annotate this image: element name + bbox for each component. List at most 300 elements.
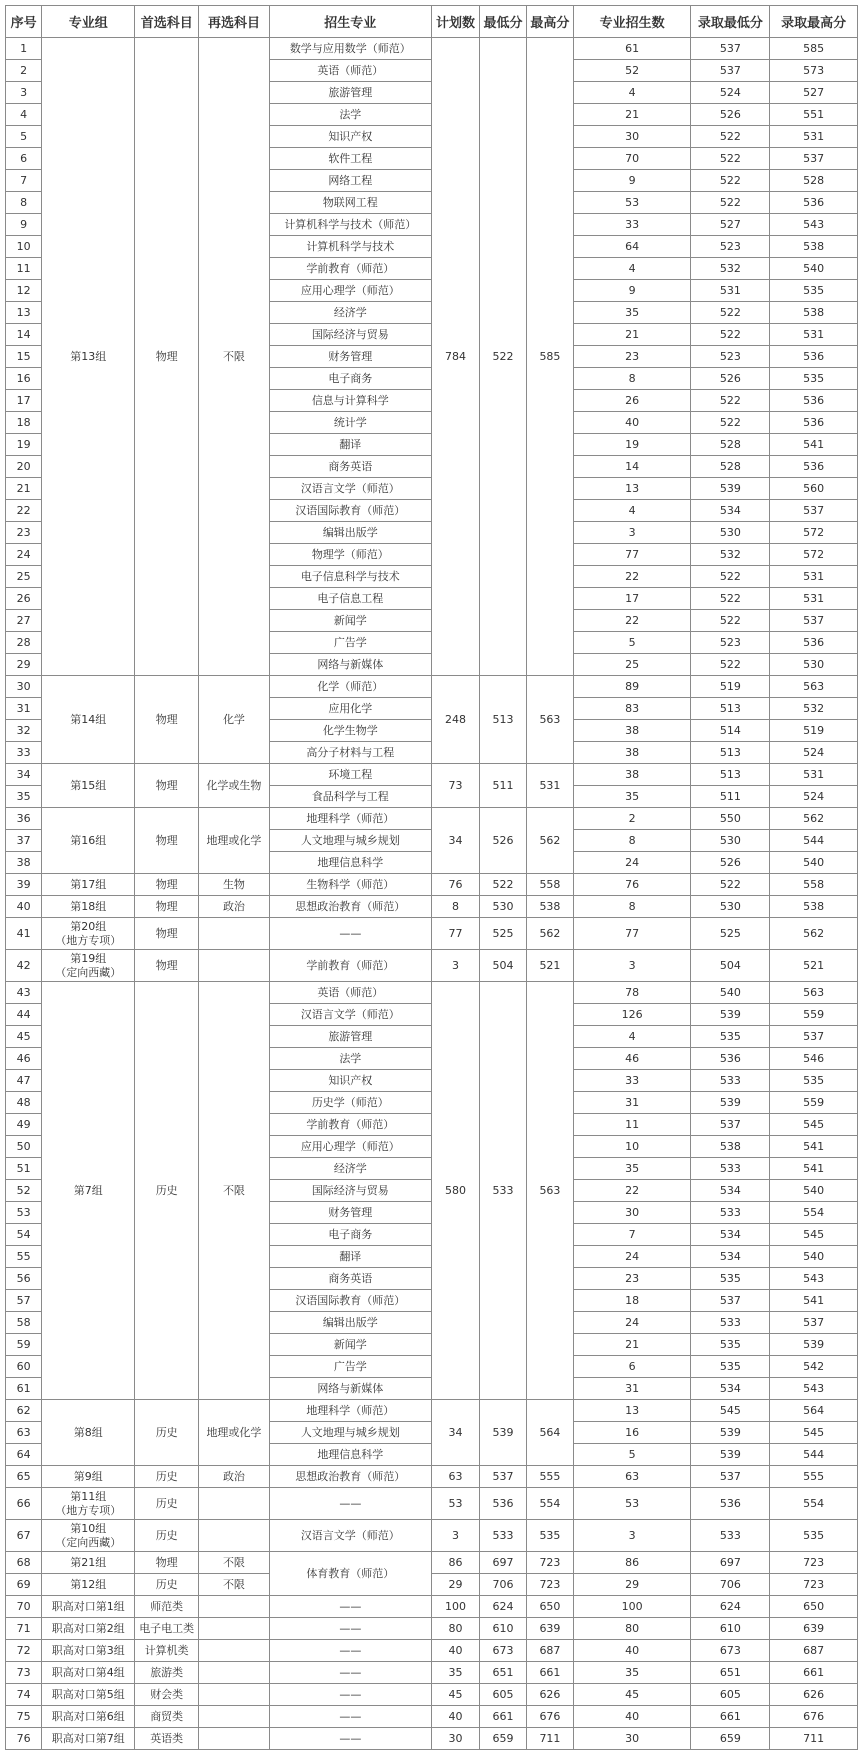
- admit-min-score: 522: [691, 566, 770, 588]
- major-name: ——: [269, 1488, 431, 1520]
- row-index: 14: [6, 324, 42, 346]
- major-quota: 4: [573, 500, 690, 522]
- row-index: 16: [6, 368, 42, 390]
- first-subject: 历史: [135, 1574, 199, 1596]
- row-index: 65: [6, 1466, 42, 1488]
- admit-max-score: 527: [770, 82, 858, 104]
- group-max-score: 563: [526, 676, 573, 764]
- admit-min-score: 533: [691, 1158, 770, 1180]
- admit-max-score: 532: [770, 698, 858, 720]
- row-index: 26: [6, 588, 42, 610]
- major-name: 数学与应用数学（师范）: [269, 38, 431, 60]
- admit-max-score: 530: [770, 654, 858, 676]
- row-index: 33: [6, 742, 42, 764]
- admit-min-score: 533: [691, 1520, 770, 1552]
- major-name: 翻译: [269, 434, 431, 456]
- group-note: （地方专项）: [55, 1503, 122, 1517]
- major-name: 地理科学（师范）: [269, 1400, 431, 1422]
- first-subject: 历史: [135, 1488, 199, 1520]
- group-plan: 29: [431, 1574, 479, 1596]
- admit-min-score: 525: [691, 918, 770, 950]
- group-name-cell: [42, 1618, 135, 1640]
- admit-max-score: 524: [770, 786, 858, 808]
- admit-min-score: 624: [691, 1596, 770, 1618]
- admit-max-score: 626: [770, 1684, 858, 1706]
- first-subject: 历史: [135, 1466, 199, 1488]
- major-quota: 89: [573, 676, 690, 698]
- major-quota: 64: [573, 236, 690, 258]
- major-name: 旅游管理: [269, 82, 431, 104]
- major-quota: 52: [573, 60, 690, 82]
- major-name: 物联网工程: [269, 192, 431, 214]
- admit-min-score: 539: [691, 478, 770, 500]
- header-group: 专业组: [42, 6, 135, 38]
- first-subject: 物理: [135, 874, 199, 896]
- admit-min-score: 537: [691, 1290, 770, 1312]
- admit-max-score: 531: [770, 324, 858, 346]
- major-name: 化学生物学: [269, 720, 431, 742]
- major-quota: 24: [573, 1246, 690, 1268]
- group-min-score: 522: [479, 38, 526, 676]
- major-quota: 83: [573, 698, 690, 720]
- admit-max-score: 536: [770, 456, 858, 478]
- group-name-cell: [42, 1552, 135, 1574]
- group-max-score: 563: [526, 982, 573, 1400]
- group-name: 第14组: [70, 712, 107, 726]
- major-quota: 13: [573, 478, 690, 500]
- admit-min-score: 706: [691, 1574, 770, 1596]
- major-name: 汉语言文学（师范）: [269, 1520, 431, 1552]
- major-quota: 61: [573, 38, 690, 60]
- major-quota: 8: [573, 830, 690, 852]
- major-name: 食品科学与工程: [269, 786, 431, 808]
- admit-max-score: 562: [770, 918, 858, 950]
- row-index: 45: [6, 1026, 42, 1048]
- row-index: 32: [6, 720, 42, 742]
- row-index: 56: [6, 1268, 42, 1290]
- table-row: [6, 676, 858, 698]
- major-quota: 21: [573, 104, 690, 126]
- group-plan: 580: [431, 982, 479, 1400]
- row-index: 54: [6, 1224, 42, 1246]
- major-name: 汉语国际教育（师范）: [269, 500, 431, 522]
- admit-min-score: 528: [691, 434, 770, 456]
- admit-max-score: 541: [770, 1136, 858, 1158]
- admit-max-score: 560: [770, 478, 858, 500]
- group-name: 职高对口第1组: [51, 1599, 125, 1613]
- row-index: 27: [6, 610, 42, 632]
- group-max-score: 723: [526, 1552, 573, 1574]
- row-index: 60: [6, 1356, 42, 1378]
- admit-max-score: 711: [770, 1728, 858, 1750]
- admit-min-score: 535: [691, 1334, 770, 1356]
- group-note: （定向西藏）: [55, 1535, 122, 1549]
- first-subject: 师范类: [135, 1596, 199, 1618]
- admit-min-score: 524: [691, 82, 770, 104]
- row-index: 64: [6, 1444, 42, 1466]
- row-index: 61: [6, 1378, 42, 1400]
- admit-min-score: 536: [691, 1048, 770, 1070]
- major-quota: 38: [573, 764, 690, 786]
- group-name-cell: [42, 896, 135, 918]
- group-plan: 45: [431, 1684, 479, 1706]
- admit-min-score: 532: [691, 258, 770, 280]
- admit-min-score: 697: [691, 1552, 770, 1574]
- major-name: 汉语言文学（师范）: [269, 478, 431, 500]
- second-subject: [199, 1728, 269, 1750]
- admit-max-score: 543: [770, 214, 858, 236]
- row-index: 19: [6, 434, 42, 456]
- major-quota: 5: [573, 1444, 690, 1466]
- group-plan: 34: [431, 1400, 479, 1466]
- row-index: 35: [6, 786, 42, 808]
- table-body: [6, 38, 858, 1750]
- major-name: 思想政治教育（师范）: [269, 896, 431, 918]
- major-quota: 78: [573, 982, 690, 1004]
- table-row: [6, 1640, 858, 1662]
- major-name: 环境工程: [269, 764, 431, 786]
- row-index: 71: [6, 1618, 42, 1640]
- group-max-score: 538: [526, 896, 573, 918]
- first-subject: 财会类: [135, 1684, 199, 1706]
- group-name: 第11组: [70, 1489, 107, 1503]
- second-subject: 生物: [199, 874, 269, 896]
- major-quota: 13: [573, 1400, 690, 1422]
- major-quota: 30: [573, 1728, 690, 1750]
- admit-min-score: 535: [691, 1026, 770, 1048]
- major-name: 广告学: [269, 632, 431, 654]
- major-quota: 86: [573, 1552, 690, 1574]
- group-name-cell: [42, 38, 135, 676]
- group-min-score: 530: [479, 896, 526, 918]
- group-name: 职高对口第5组: [51, 1687, 125, 1701]
- major-name: 电子商务: [269, 1224, 431, 1246]
- major-quota: 80: [573, 1618, 690, 1640]
- major-name: 财务管理: [269, 346, 431, 368]
- group-max-score: 554: [526, 1488, 573, 1520]
- group-name: 第7组: [73, 1183, 103, 1197]
- group-name: 职高对口第7组: [51, 1731, 125, 1745]
- major-name: 网络与新媒体: [269, 1378, 431, 1400]
- row-index: 37: [6, 830, 42, 852]
- group-max-score: 687: [526, 1640, 573, 1662]
- admit-max-score: 558: [770, 874, 858, 896]
- group-name-cell: [42, 1488, 135, 1520]
- table-row: [6, 38, 858, 60]
- major-name: 知识产权: [269, 1070, 431, 1092]
- admit-max-score: 537: [770, 610, 858, 632]
- admission-table: [5, 5, 858, 1750]
- major-name: 应用心理学（师范）: [269, 280, 431, 302]
- group-max-score: 585: [526, 38, 573, 676]
- row-index: 30: [6, 676, 42, 698]
- major-name: 旅游管理: [269, 1026, 431, 1048]
- admit-min-score: 528: [691, 456, 770, 478]
- group-name: 第21组: [70, 1555, 107, 1569]
- group-name: 职高对口第4组: [51, 1665, 125, 1679]
- group-name: 第8组: [73, 1425, 103, 1439]
- first-subject: 物理: [135, 1552, 199, 1574]
- group-name: 职高对口第6组: [51, 1709, 125, 1723]
- major-quota: 16: [573, 1422, 690, 1444]
- major-quota: 100: [573, 1596, 690, 1618]
- admit-min-score: 530: [691, 896, 770, 918]
- first-subject: 电子电工类: [135, 1618, 199, 1640]
- major-quota: 21: [573, 1334, 690, 1356]
- group-name: 职高对口第2组: [51, 1621, 125, 1635]
- second-subject: 化学: [199, 676, 269, 764]
- group-plan: 784: [431, 38, 479, 676]
- major-quota: 31: [573, 1092, 690, 1114]
- group-name: 第12组: [70, 1577, 107, 1591]
- major-quota: 26: [573, 390, 690, 412]
- group-plan: 40: [431, 1640, 479, 1662]
- row-index: 18: [6, 412, 42, 434]
- major-name: 人文地理与城乡规划: [269, 830, 431, 852]
- table-row: [6, 1596, 858, 1618]
- admit-min-score: 527: [691, 214, 770, 236]
- group-min-score: 659: [479, 1728, 526, 1750]
- group-plan: 53: [431, 1488, 479, 1520]
- major-name: 英语（师范）: [269, 982, 431, 1004]
- admit-min-score: 530: [691, 522, 770, 544]
- group-max-score: 562: [526, 808, 573, 874]
- first-subject: 历史: [135, 982, 199, 1400]
- row-index: 5: [6, 126, 42, 148]
- admit-max-score: 540: [770, 1246, 858, 1268]
- admit-max-score: 536: [770, 346, 858, 368]
- major-quota: 38: [573, 742, 690, 764]
- major-name: ——: [269, 1728, 431, 1750]
- admit-max-score: 531: [770, 126, 858, 148]
- group-plan: 86: [431, 1552, 479, 1574]
- header-index: 序号: [6, 6, 42, 38]
- group-min-score: 539: [479, 1400, 526, 1466]
- major-name: 地理信息科学: [269, 1444, 431, 1466]
- row-index: 51: [6, 1158, 42, 1180]
- major-name: 汉语言文学（师范）: [269, 1004, 431, 1026]
- admit-min-score: 533: [691, 1070, 770, 1092]
- first-subject: 商贸类: [135, 1706, 199, 1728]
- admit-min-score: 530: [691, 830, 770, 852]
- group-min-score: 522: [479, 874, 526, 896]
- admit-min-score: 537: [691, 38, 770, 60]
- major-quota: 77: [573, 544, 690, 566]
- admit-max-score: 537: [770, 1026, 858, 1048]
- group-name-cell: [42, 950, 135, 982]
- group-note: （定向西藏）: [55, 965, 122, 979]
- admit-max-score: 537: [770, 148, 858, 170]
- admit-max-score: 562: [770, 808, 858, 830]
- admit-max-score: 536: [770, 632, 858, 654]
- major-name: 地理信息科学: [269, 852, 431, 874]
- row-index: 66: [6, 1488, 42, 1520]
- group-plan: 34: [431, 808, 479, 874]
- admit-min-score: 534: [691, 1224, 770, 1246]
- row-index: 13: [6, 302, 42, 324]
- group-min-score: 537: [479, 1466, 526, 1488]
- second-subject: 不限: [199, 38, 269, 676]
- major-quota: 2: [573, 808, 690, 830]
- second-subject: [199, 1488, 269, 1520]
- major-quota: 33: [573, 1070, 690, 1092]
- first-subject: 物理: [135, 918, 199, 950]
- major-quota: 40: [573, 1640, 690, 1662]
- admit-min-score: 539: [691, 1444, 770, 1466]
- row-index: 21: [6, 478, 42, 500]
- admit-max-score: 528: [770, 170, 858, 192]
- admit-min-score: 531: [691, 280, 770, 302]
- first-subject: 物理: [135, 896, 199, 918]
- row-index: 36: [6, 808, 42, 830]
- admit-max-score: 536: [770, 412, 858, 434]
- major-name: 地理科学（师范）: [269, 808, 431, 830]
- row-index: 44: [6, 1004, 42, 1026]
- group-max-score: 676: [526, 1706, 573, 1728]
- table-row: [6, 1520, 858, 1552]
- admit-min-score: 522: [691, 302, 770, 324]
- group-name-cell: [42, 1684, 135, 1706]
- major-quota: 76: [573, 874, 690, 896]
- admit-min-score: 535: [691, 1356, 770, 1378]
- major-name: ——: [269, 1596, 431, 1618]
- group-name-cell: [42, 1640, 135, 1662]
- admit-min-score: 536: [691, 1488, 770, 1520]
- admit-min-score: 538: [691, 1136, 770, 1158]
- row-index: 74: [6, 1684, 42, 1706]
- major-quota: 17: [573, 588, 690, 610]
- table-row: [6, 982, 858, 1004]
- row-index: 43: [6, 982, 42, 1004]
- admit-min-score: 539: [691, 1004, 770, 1026]
- major-quota: 24: [573, 852, 690, 874]
- group-min-score: 525: [479, 918, 526, 950]
- group-max-score: 555: [526, 1466, 573, 1488]
- major-quota: 53: [573, 192, 690, 214]
- major-quota: 40: [573, 1706, 690, 1728]
- admit-max-score: 723: [770, 1552, 858, 1574]
- row-index: 25: [6, 566, 42, 588]
- group-name: 第16组: [70, 833, 107, 847]
- admit-min-score: 522: [691, 148, 770, 170]
- major-name: ——: [269, 1684, 431, 1706]
- row-index: 12: [6, 280, 42, 302]
- first-subject: 旅游类: [135, 1662, 199, 1684]
- group-name-cell: [42, 1706, 135, 1728]
- admit-max-score: 572: [770, 522, 858, 544]
- major-name: 物理学（师范）: [269, 544, 431, 566]
- admit-max-score: 531: [770, 764, 858, 786]
- major-name: 编辑出版学: [269, 1312, 431, 1334]
- major-quota: 35: [573, 786, 690, 808]
- major-name: 电子商务: [269, 368, 431, 390]
- major-quota: 40: [573, 412, 690, 434]
- second-subject: [199, 950, 269, 982]
- row-index: 68: [6, 1552, 42, 1574]
- row-index: 40: [6, 896, 42, 918]
- group-name-cell: [42, 808, 135, 874]
- table-row: [6, 896, 858, 918]
- major-name: 翻译: [269, 1246, 431, 1268]
- group-max-score: 564: [526, 1400, 573, 1466]
- admit-max-score: 541: [770, 1158, 858, 1180]
- row-index: 75: [6, 1706, 42, 1728]
- table-row: [6, 1706, 858, 1728]
- major-name: 思想政治教育（师范）: [269, 1466, 431, 1488]
- row-index: 55: [6, 1246, 42, 1268]
- admit-max-score: 535: [770, 368, 858, 390]
- table-row: [6, 1488, 858, 1520]
- row-index: 69: [6, 1574, 42, 1596]
- admit-max-score: 559: [770, 1092, 858, 1114]
- first-subject: 历史: [135, 1520, 199, 1552]
- second-subject: [199, 1640, 269, 1662]
- major-quota: 18: [573, 1290, 690, 1312]
- admit-max-score: 563: [770, 982, 858, 1004]
- row-index: 67: [6, 1520, 42, 1552]
- table-row: [6, 1662, 858, 1684]
- major-name: 法学: [269, 104, 431, 126]
- group-max-score: 521: [526, 950, 573, 982]
- major-quota: 3: [573, 950, 690, 982]
- row-index: 73: [6, 1662, 42, 1684]
- first-subject: 计算机类: [135, 1640, 199, 1662]
- row-index: 53: [6, 1202, 42, 1224]
- major-name: 计算机科学与技术（师范）: [269, 214, 431, 236]
- admit-min-score: 526: [691, 104, 770, 126]
- table-row: [6, 1400, 858, 1422]
- major-name: 体育教育（师范）: [269, 1552, 431, 1596]
- admit-min-score: 550: [691, 808, 770, 830]
- group-max-score: 723: [526, 1574, 573, 1596]
- admit-min-score: 535: [691, 1268, 770, 1290]
- admit-max-score: 536: [770, 390, 858, 412]
- header-row: [6, 6, 858, 38]
- admit-min-score: 504: [691, 950, 770, 982]
- major-name: 新闻学: [269, 1334, 431, 1356]
- row-index: 29: [6, 654, 42, 676]
- major-quota: 11: [573, 1114, 690, 1136]
- admit-min-score: 605: [691, 1684, 770, 1706]
- major-name: 经济学: [269, 302, 431, 324]
- admit-max-score: 546: [770, 1048, 858, 1070]
- major-quota: 126: [573, 1004, 690, 1026]
- group-name-cell: [42, 1662, 135, 1684]
- admit-max-score: 554: [770, 1202, 858, 1224]
- admit-max-score: 519: [770, 720, 858, 742]
- admit-min-score: 522: [691, 610, 770, 632]
- major-name: 高分子材料与工程: [269, 742, 431, 764]
- major-quota: 22: [573, 610, 690, 632]
- second-subject: [199, 1706, 269, 1728]
- major-quota: 46: [573, 1048, 690, 1070]
- group-min-score: 536: [479, 1488, 526, 1520]
- admit-max-score: 531: [770, 566, 858, 588]
- major-name: 网络与新媒体: [269, 654, 431, 676]
- header-admit-min: 录取最低分: [691, 6, 770, 38]
- group-min-score: 513: [479, 676, 526, 764]
- group-name: 第15组: [70, 778, 107, 792]
- group-plan: 35: [431, 1662, 479, 1684]
- admit-max-score: 543: [770, 1268, 858, 1290]
- group-max-score: 562: [526, 918, 573, 950]
- admit-max-score: 541: [770, 1290, 858, 1312]
- group-plan: 248: [431, 676, 479, 764]
- major-name: 商务英语: [269, 456, 431, 478]
- admit-min-score: 522: [691, 654, 770, 676]
- group-min-score: 533: [479, 1520, 526, 1552]
- major-quota: 4: [573, 258, 690, 280]
